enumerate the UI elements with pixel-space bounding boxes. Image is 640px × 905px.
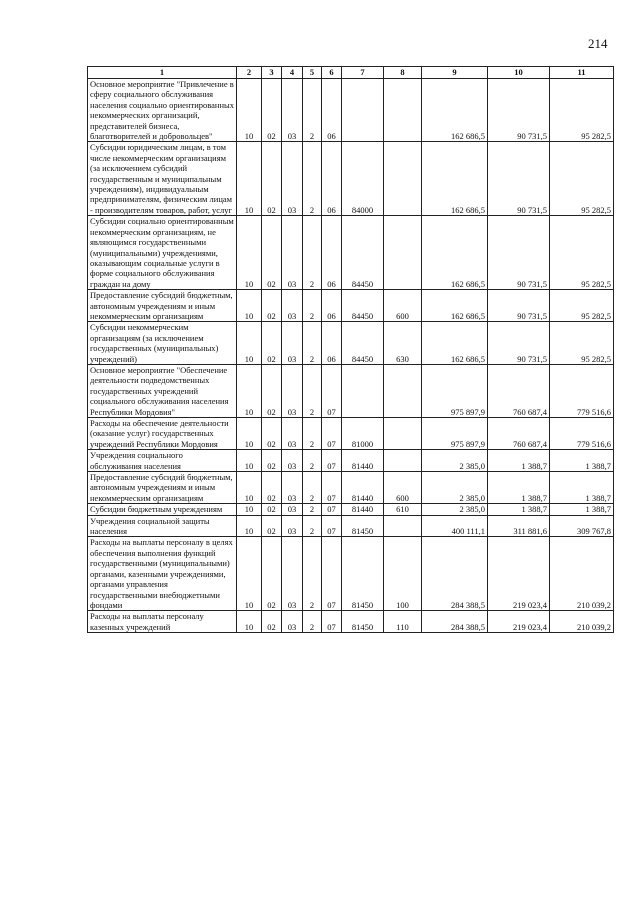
row-name: Субсидии социально ориентированным некоммерческим организациям, не являющимся государственными (муниципальными) учреждениями, оказывающим социальные услуги в форме социального обслуживания граждан на дому	[88, 216, 237, 290]
cell-amount-10: 760 687,4	[488, 364, 550, 417]
row-name: Субсидии некоммерческим организациям (за исключением государственных (муниципальных) учреждений)	[88, 322, 237, 365]
cell-expense-type: 630	[384, 322, 422, 365]
cell-expense-code	[342, 79, 384, 142]
cell-program: 03	[282, 322, 303, 365]
cell-subprogram: 2	[303, 504, 322, 515]
cell-measure: 07	[322, 537, 342, 611]
cell-program: 03	[282, 364, 303, 417]
cell-measure: 06	[322, 79, 342, 142]
cell-section: 10	[237, 472, 262, 504]
cell-expense-code	[342, 364, 384, 417]
cell-amount-10: 90 731,5	[488, 290, 550, 322]
cell-section: 10	[237, 537, 262, 611]
table-row	[88, 216, 614, 290]
page-number: 214	[588, 36, 608, 51]
cell-measure: 06	[322, 322, 342, 365]
cell-program: 03	[282, 290, 303, 322]
cell-subprogram: 2	[303, 322, 322, 365]
cell-subprogram: 2	[303, 472, 322, 504]
cell-section: 10	[237, 418, 262, 450]
cell-amount-9: 975 897,9	[422, 418, 488, 450]
cell-subsection: 02	[262, 364, 282, 417]
cell-amount-9: 400 111,1	[422, 515, 488, 537]
table-row	[88, 142, 614, 216]
column-header: 2	[237, 67, 262, 79]
cell-program: 03	[282, 515, 303, 537]
cell-expense-code: 81000	[342, 418, 384, 450]
cell-subsection: 02	[262, 611, 282, 633]
cell-section: 10	[237, 142, 262, 216]
table-row	[88, 537, 614, 611]
row-name: Расходы на выплаты персоналу казенных учреждений	[88, 611, 237, 633]
cell-amount-11: 95 282,5	[550, 79, 614, 142]
cell-amount-9: 162 686,5	[422, 142, 488, 216]
cell-program: 03	[282, 142, 303, 216]
row-name: Учреждения социальной защиты населения	[88, 515, 237, 537]
cell-measure: 07	[322, 418, 342, 450]
table-row	[88, 79, 614, 142]
cell-amount-11: 1 388,7	[550, 450, 614, 472]
cell-subsection: 02	[262, 418, 282, 450]
cell-expense-type	[384, 216, 422, 290]
cell-program: 03	[282, 450, 303, 472]
cell-section: 10	[237, 290, 262, 322]
row-name: Основное мероприятие "Привлечение в сферу социального обслуживания населения социально ориентированных некоммерческих организаций, представителей бизнеса, благотворителей и добровольцев"	[88, 79, 237, 142]
column-header: 8	[384, 67, 422, 79]
cell-amount-10: 1 388,7	[488, 450, 550, 472]
cell-subsection: 02	[262, 504, 282, 515]
column-header: 1	[88, 67, 237, 79]
cell-expense-code: 81450	[342, 515, 384, 537]
cell-measure: 06	[322, 216, 342, 290]
cell-measure: 06	[322, 290, 342, 322]
cell-measure: 07	[322, 504, 342, 515]
cell-program: 03	[282, 504, 303, 515]
cell-subprogram: 2	[303, 450, 322, 472]
cell-amount-11: 779 516,6	[550, 364, 614, 417]
cell-amount-10: 311 881,6	[488, 515, 550, 537]
cell-section: 10	[237, 364, 262, 417]
cell-section: 10	[237, 515, 262, 537]
column-header: 6	[322, 67, 342, 79]
cell-expense-type	[384, 450, 422, 472]
row-name: Предоставление субсидий бюджетным, автономным учреждениям и иным некоммерческим организациям	[88, 472, 237, 504]
cell-expense-code: 84000	[342, 142, 384, 216]
column-header: 4	[282, 67, 303, 79]
cell-subprogram: 2	[303, 537, 322, 611]
cell-amount-9: 2 385,0	[422, 472, 488, 504]
table-row	[88, 418, 614, 450]
cell-amount-10: 1 388,7	[488, 504, 550, 515]
cell-expense-type	[384, 515, 422, 537]
cell-program: 03	[282, 418, 303, 450]
cell-expense-code: 81440	[342, 504, 384, 515]
cell-expense-code: 84450	[342, 216, 384, 290]
cell-program: 03	[282, 79, 303, 142]
cell-subprogram: 2	[303, 515, 322, 537]
cell-program: 03	[282, 537, 303, 611]
cell-amount-9: 2 385,0	[422, 450, 488, 472]
row-name: Основное мероприятие "Обеспечение деятельности подведомственных государственных учреждений социального обслуживания населения Республики Мордовия"	[88, 364, 237, 417]
cell-subprogram: 2	[303, 418, 322, 450]
cell-section: 10	[237, 79, 262, 142]
row-name: Учреждения социального обслуживания населения	[88, 450, 237, 472]
cell-subprogram: 2	[303, 611, 322, 633]
cell-expense-type: 600	[384, 472, 422, 504]
row-name: Субсидии бюджетным учреждениям	[88, 504, 237, 515]
table-row	[88, 290, 614, 322]
cell-amount-11: 210 039,2	[550, 537, 614, 611]
cell-amount-11: 1 388,7	[550, 472, 614, 504]
column-header: 9	[422, 67, 488, 79]
cell-amount-10: 90 731,5	[488, 216, 550, 290]
cell-subsection: 02	[262, 290, 282, 322]
table-row	[88, 472, 614, 504]
cell-amount-10: 90 731,5	[488, 142, 550, 216]
cell-expense-type: 100	[384, 537, 422, 611]
cell-subprogram: 2	[303, 216, 322, 290]
cell-amount-11: 309 767,8	[550, 515, 614, 537]
cell-expense-type	[384, 418, 422, 450]
cell-subsection: 02	[262, 515, 282, 537]
cell-amount-9: 162 686,5	[422, 322, 488, 365]
cell-amount-10: 90 731,5	[488, 322, 550, 365]
cell-amount-11: 210 039,2	[550, 611, 614, 633]
cell-expense-code: 84450	[342, 322, 384, 365]
table-row	[88, 364, 614, 417]
cell-section: 10	[237, 611, 262, 633]
cell-expense-code: 81450	[342, 611, 384, 633]
cell-subprogram: 2	[303, 290, 322, 322]
header-row	[88, 67, 614, 79]
cell-program: 03	[282, 611, 303, 633]
cell-program: 03	[282, 216, 303, 290]
cell-amount-9: 284 388,5	[422, 611, 488, 633]
cell-measure: 07	[322, 364, 342, 417]
cell-subprogram: 2	[303, 142, 322, 216]
cell-measure: 07	[322, 515, 342, 537]
cell-expense-type	[384, 79, 422, 142]
cell-expense-code: 81450	[342, 537, 384, 611]
row-name: Субсидии юридическим лицам, в том числе некоммерческим организациям (за исключением субсидий государственным и муниципальным учреждениям), индивидуальным предпринимателям, физическим лицам - производителям товаров, работ, услуг	[88, 142, 237, 216]
cell-amount-11: 95 282,5	[550, 142, 614, 216]
cell-program: 03	[282, 472, 303, 504]
cell-amount-9: 162 686,5	[422, 79, 488, 142]
column-header: 3	[262, 67, 282, 79]
table-row	[88, 504, 614, 515]
cell-amount-9: 2 385,0	[422, 504, 488, 515]
budget-table	[87, 66, 614, 633]
table-row	[88, 450, 614, 472]
column-header: 11	[550, 67, 614, 79]
table-row	[88, 515, 614, 537]
cell-amount-10: 760 687,4	[488, 418, 550, 450]
cell-subsection: 02	[262, 79, 282, 142]
cell-subsection: 02	[262, 216, 282, 290]
cell-expense-code: 84450	[342, 290, 384, 322]
cell-amount-9: 162 686,5	[422, 216, 488, 290]
cell-measure: 07	[322, 472, 342, 504]
cell-amount-9: 284 388,5	[422, 537, 488, 611]
cell-expense-type	[384, 364, 422, 417]
table-row	[88, 611, 614, 633]
cell-section: 10	[237, 216, 262, 290]
cell-amount-10: 219 023,4	[488, 537, 550, 611]
cell-amount-9: 975 897,9	[422, 364, 488, 417]
cell-measure: 06	[322, 142, 342, 216]
cell-section: 10	[237, 322, 262, 365]
cell-expense-code: 81440	[342, 450, 384, 472]
cell-subsection: 02	[262, 322, 282, 365]
cell-section: 10	[237, 504, 262, 515]
cell-amount-9: 162 686,5	[422, 290, 488, 322]
cell-expense-code: 81440	[342, 472, 384, 504]
cell-subprogram: 2	[303, 364, 322, 417]
cell-expense-type: 110	[384, 611, 422, 633]
cell-subsection: 02	[262, 537, 282, 611]
cell-amount-10: 90 731,5	[488, 79, 550, 142]
cell-expense-type: 610	[384, 504, 422, 515]
table-row	[88, 322, 614, 365]
cell-amount-11: 95 282,5	[550, 290, 614, 322]
row-name: Расходы на выплаты персоналу в целях обеспечения выполнения функций государственными (муниципальными) органами, казенными учреждениями, органами управления государственными внебюджетными фондами	[88, 537, 237, 611]
cell-measure: 07	[322, 611, 342, 633]
cell-section: 10	[237, 450, 262, 472]
cell-subprogram: 2	[303, 79, 322, 142]
cell-subsection: 02	[262, 142, 282, 216]
cell-expense-type: 600	[384, 290, 422, 322]
column-header: 7	[342, 67, 384, 79]
cell-measure: 07	[322, 450, 342, 472]
cell-amount-10: 1 388,7	[488, 472, 550, 504]
cell-amount-11: 95 282,5	[550, 216, 614, 290]
cell-subsection: 02	[262, 450, 282, 472]
cell-expense-type	[384, 142, 422, 216]
cell-amount-10: 219 023,4	[488, 611, 550, 633]
column-header: 10	[488, 67, 550, 79]
row-name: Расходы на обеспечение деятельности (оказание услуг) государственных учреждений Республики Мордовия	[88, 418, 237, 450]
cell-amount-11: 1 388,7	[550, 504, 614, 515]
cell-amount-11: 779 516,6	[550, 418, 614, 450]
column-header: 5	[303, 67, 322, 79]
row-name: Предоставление субсидий бюджетным, автономным учреждениям и иным некоммерческим организациям	[88, 290, 237, 322]
cell-amount-11: 95 282,5	[550, 322, 614, 365]
cell-subsection: 02	[262, 472, 282, 504]
